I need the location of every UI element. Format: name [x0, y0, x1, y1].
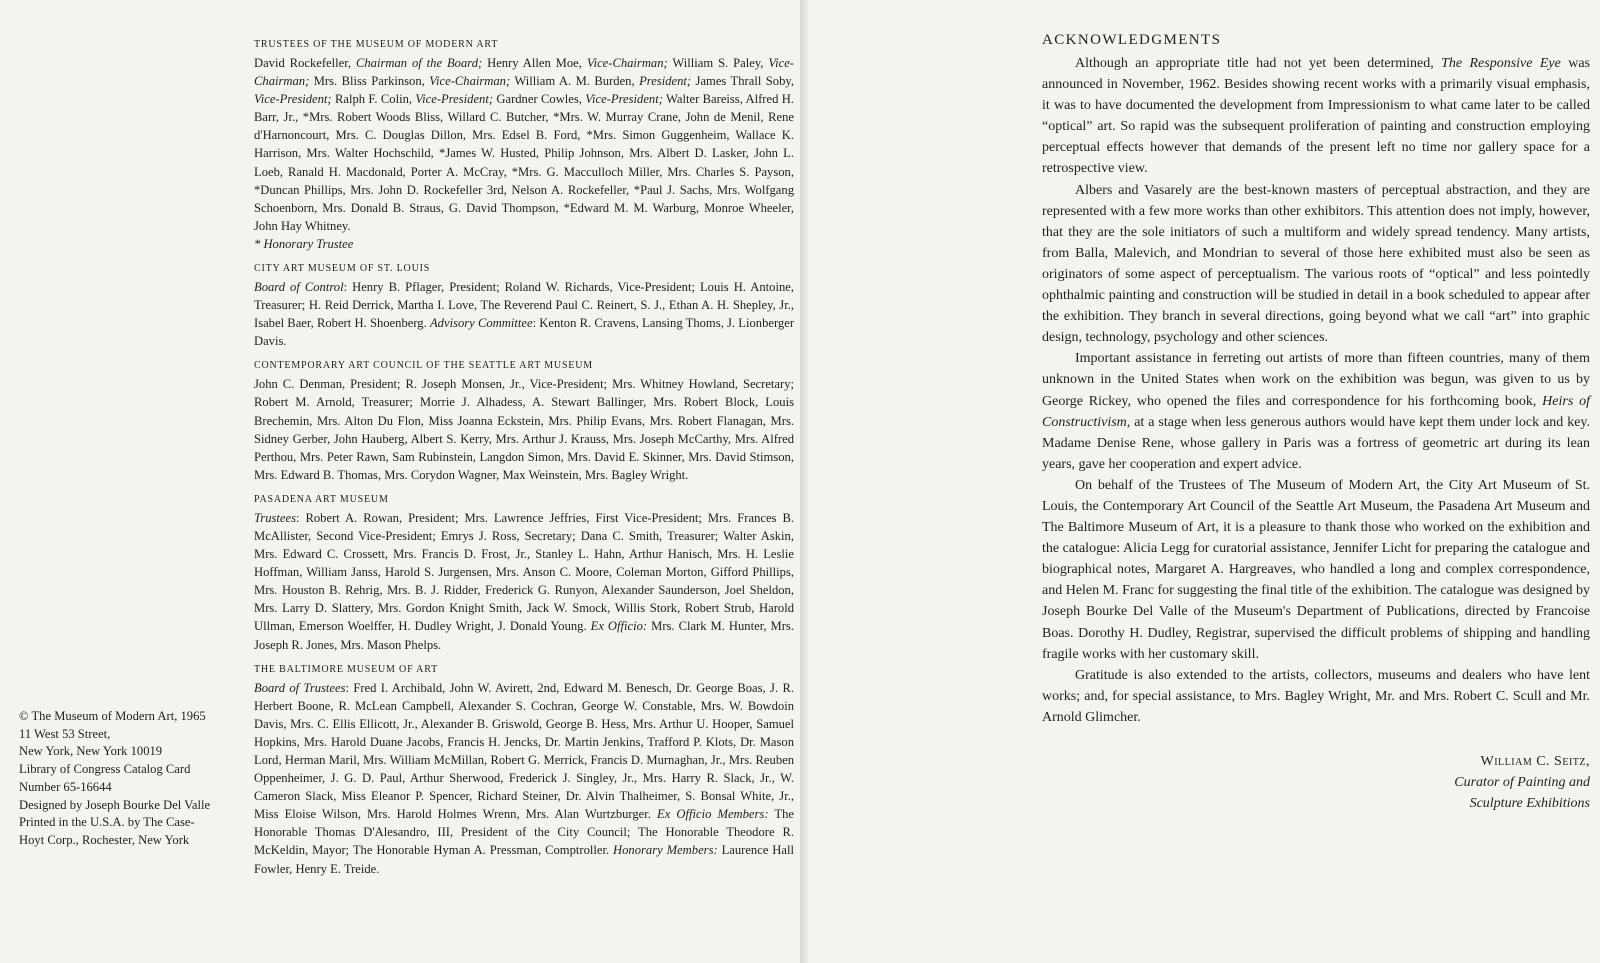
text-run: Important assistance in ferreting out artists of more than fifteen countries, many of them unknown in the United States when work on the exhibition was begun, was given to us by George Rickey, who opened the files and correspondence for his forthcoming book,: [1042, 351, 1590, 409]
italic-run: Vice-Chairman;: [586, 56, 668, 70]
text-run: William A. M. Burden,: [510, 74, 640, 89]
italic-run: Ex Officio:: [590, 619, 648, 634]
italic-run: Heirs of Constructivism,: [1042, 393, 1590, 430]
section-st-louis: [254, 262, 794, 350]
italic-run: President;: [639, 74, 692, 89]
signature-title-line: Sculpture Exhibitions: [1469, 796, 1590, 811]
page-title: ACKNOWLEDGMENTS: [1042, 32, 1222, 48]
colophon-line: © The Museum of Modern Art, 1965: [19, 709, 206, 723]
italic-run: Honorary Members:: [613, 843, 718, 858]
section-moma: [254, 38, 794, 253]
text-run: : Henry B. Pflager, President; Roland W. Richards, Vice-President; Louis H. Antoine, Treasurer; H. Reid Derrick, Martha I. Love, The Reverend Paul C. Reinert, S. J., Ethan A. H. Shepley, Jr., Isabel Baer, Robert H. Shoenberg.: [254, 279, 794, 331]
text-run: On behalf of the Trustees of The Museum of Modern Art, the City Art Museum of St. Louis, the Contemporary Art Council of the Seattle Art Museum, the Pasadena Art Museum and The Baltimore Museum of Art, it is a pleasure to thank those who worked on the exhibition and the catalogue: Alicia Legg for curatorial assistance, Jennifer Licht for preparing the catalogue and biographical notes, Margaret A. Hargreaves, who handled a long and complex correspondence, and Helen M. Franc for suggesting the final title of the exhibition. The catalogue was designed by Joseph Bourke Del Valle of the Museum's Department of Publications, directed by Francoise Boas. Dorothy H. Dudley, Registrar, supervised the difficult problems of shipping and handling fragile works with her customary skill.: [1042, 477, 1590, 662]
text-run: William S. Paley,: [667, 56, 769, 70]
text-run: Albers and Vasarely are the best-known masters of perceptual abstraction, and they are represented with a few more works than other exhibitors. This attention does not imply, however, that they are the sole initiators of such a multiform and widely spread tendency. Many artists, from Balla, Malevich, and Mondrian to several of those here exhibited must also be seen as originators of some aspect of perceptualism. The various roots of “optical” and less pointedly ophthalmic painting and construction will be studied in detail in a book scheduled to appear after the exhibition. They branch in several directions, going beyond what we call “art” into graphic design, technology, psychology and other sciences.: [1042, 182, 1590, 346]
section-pasadena: [254, 493, 794, 654]
italic-run: Ex Officio Members:: [657, 807, 769, 822]
section-body: [254, 375, 794, 484]
signature-name: William C. Seitz,: [1480, 754, 1590, 769]
colophon-line: Printed in the U.S.A. by The Case-: [19, 815, 195, 830]
text-run: : Kenton R. Cravens, Lansing Thoms, J. Lionberger Davis.: [254, 316, 795, 349]
italic-run: Vice-Chairman;: [254, 56, 794, 89]
section-title: TRUSTEES OF THE MUSEUM OF MODERN ART: [254, 39, 499, 50]
italic-run: Vice-Chairman;: [429, 74, 511, 89]
italic-run: Board of Trustees: [254, 680, 346, 695]
text-run: Laurence Hall Fowler, Henry E. Treide.: [254, 843, 794, 876]
honorary-trustee-note: * Honorary Trustee: [254, 236, 354, 251]
text-run: Gratitude is also extended to the artists, collectors, museums and dealers who have lent works; and, for special assistance, to Mrs. Bagley Wright, Mr. and Mrs. Robert C. Scull and Mr. Arnold Glimcher.: [1042, 667, 1590, 725]
section-title: PASADENA ART MUSEUM: [254, 493, 389, 505]
section-title: THE BALTIMORE MUSEUM OF ART: [254, 663, 438, 675]
text-run: Mrs. Bliss Parkinson,: [309, 74, 430, 89]
colophon-line: Hoyt Corp., Rochester, New York: [19, 832, 190, 847]
section-body: [254, 509, 794, 654]
italic-run: Vice-President;: [415, 92, 494, 107]
section-body: [254, 54, 794, 235]
ack-paragraph: [1042, 348, 1590, 475]
italic-run: Trustees: [254, 510, 296, 525]
text-run: David Rockefeller,: [254, 56, 356, 70]
ack-paragraph: [1042, 180, 1590, 349]
italic-run: Advisory Committee: [429, 316, 533, 331]
colophon-line: Designed by Joseph Bourke Del Valle: [19, 797, 211, 812]
text-run: : Robert A. Rowan, President; Mrs. Lawrence Jeffries, First Vice-President; Mrs. Frances B. McAllister, Second Vice-President; Emrys J. Ross, Secretary; Dana C. Smith, Treasurer; Walter Askin, Mrs. Edward C. Crossett, Mrs. Francis D. Frost, Jr., Stanley L. Hahn, Arthur Hanisch, Mrs. H. Leslie Hoffman, William Janss, Harold S. Jurgensen, Mrs. Anson C. Moore, Coleman Morton, Gifford Phillips, Mrs. Houston B. Rehrig, Mrs. B. J. Ridder, Frederick G. Runyon, Alexander Saunderson, Joel Sheldon, Mrs. Larry D. Slattery, Mrs. Gordon Knight Smith, Jack W. Smock, Willis Stork, Robert Strub, Harold Ullman, Emerson Woelffer, H. Dudley Wright, J. Donald Young.: [254, 510, 794, 634]
ack-paragraph: [1042, 665, 1590, 728]
text-run: was announced in November, 1962. Besides showing recent works with a primarily visual emphasis, it was to have documented the development from Impressionism to what came later to be called “optical” art. So rapid was the subsequent proliferation of painting and construction employing perceptual effects however that demands of the present left no time nor gallery space for a retrospective view.: [1042, 56, 1590, 177]
colophon-line: New York, New York 10019: [19, 744, 163, 759]
book-gutter: [800, 0, 808, 963]
text-run: Although an appropriate title had not yet been determined,: [1075, 56, 1442, 71]
section-seattle: [254, 359, 794, 484]
italic-run: The Responsive Eye: [1441, 56, 1561, 71]
text-run: Mrs. Clark M. Hunter, Mrs. Joseph R. Jones, Mrs. Mason Phelps.: [254, 619, 794, 652]
ack-paragraph: [1042, 53, 1590, 180]
ack-paragraph: [1042, 475, 1590, 665]
text-run: Ralph F. Colin,: [331, 92, 416, 107]
italic-run: Chairman of the Board;: [355, 56, 483, 70]
section-title: CITY ART MUSEUM OF ST. LOUIS: [254, 262, 431, 274]
text-run: at a stage when less generous authors would have kept them under lock and key. Madame Denise Rene, whose gallery in Paris was a fortress of geometric art during its lean years, gave her cooperation and expert advice.: [1042, 414, 1590, 472]
text-run: Gardner Cowles,: [493, 92, 586, 107]
colophon: [19, 708, 244, 850]
text-run: Henry Allen Moe,: [482, 56, 587, 70]
signature: [1042, 751, 1590, 814]
section-baltimore: [254, 663, 794, 878]
section-body: [254, 278, 794, 350]
text-run: John C. Denman, President; R. Joseph Monsen, Jr., Vice-President; Mrs. Whitney Howland, Secretary; Robert M. Arnold, Treasurer; Morrie J. Alhadess, A. Stewart Ballinger, Mrs. Robert Block, Louis Brechemin, Mrs. Alton Du Flon, Miss Joanna Eckstein, Mrs. Philip Evans, Mrs. Robert Flanagan, Mrs. Sidney Gerber, John Hauberg, Albert S. Kerry, Mrs. Arthur J. Krauss, Mrs. Joseph McCarthy, Mrs. Alfred Perthou, Mrs. Peter Rawn, Sam Rubinstein, Langdon Simon, Mrs. David E. Skinner, Mrs. David Stimson, Mrs. Edward B. Thomas, Mrs. Corydon Wagner, Max Weinstein, Mrs. Bagley Wright.: [254, 377, 794, 482]
text-run: The Honorable Thomas D'Alesandro, III, President of the City Council; The Honorable Theodore R. McKeldin, Mayor; The Honorable Hyman A. Pressman, Comptroller.: [254, 807, 794, 858]
text-run: : Fred I. Archibald, John W. Avirett, 2nd, Edward M. Benesch, Dr. George Boas, J. R. Herbert Boone, R. McLean Campbell, Alexander S. Cochran, George W. Constable, Mrs. W. Bowdoin Davis, Mrs. C. Ellis Ellicott, Jr., Alexander B. Griswold, George B. Hess, Mrs. Arthur U. Hooper, Samuel Hopkins, Mrs. Harold Duane Jacobs, Francis H. Jencks, Dr. Martin Jenkins, Trafford P. Klots, Dr. Mason Lord, Herman Maril, Mrs. William McMillan, Robert G. Merrick, Francis D. Murnaghan, Jr., Mrs. Reuben Oppenheimer, J. G. D. Paul, Arthur Sherwood, Frederick J. Singley, Jr., Mrs. Harry R. Slack, Jr., W. Cameron Slack, Miss Eleanor P. Spencer, Richard Steiner, Dr. Alvin Thalheimer, S. Bonsal White, Jr., Miss Eloise Wilson, Mrs. Harold Holmes Wrenn, Mrs. Alan Wurtzburger.: [254, 680, 794, 822]
text-run: Walter Bareiss, Alfred H. Barr, Jr., *Mrs. Robert Woods Bliss, Willard C. Butcher, *Mrs. W. Murray Crane, John de Menil, Rene d'Harnoncourt, Mrs. C. Douglas Dillon, Mrs. Edsel B. Ford, *Mrs. Simon Guggenheim, Wallace K. Harrison, Mrs. Walter Hochschild, *James W. Husted, Philip Johnson, Mrs. Albert D. Lasker, John L. Loeb, Ranald H. Macdonald, Porter A. McCray, *Mrs. G. Macculloch Miller, Mrs. Charles S. Payson, *Duncan Phillips, Mrs. John D. Rockefeller 3rd, Nelson A. Rockefeller, *Paul J. Sachs, Mrs. Wolfgang Schoenborn, Mrs. Donald B. Straus, G. David Thompson, *Edward M. M. Warburg, Monroe Wheeler, John Hay Whitney.: [254, 92, 794, 233]
italic-run: Vice-President;: [254, 92, 332, 107]
colophon-line: Number 65-16644: [19, 779, 112, 794]
section-title: CONTEMPORARY ART COUNCIL OF THE SEATTLE ART MUSEUM: [254, 360, 593, 372]
colophon-line: 11 West 53 Street,: [19, 726, 111, 741]
right-page: [808, 0, 1600, 963]
colophon-line: Library of Congress Catalog Card: [19, 762, 191, 777]
trustees-column: [254, 38, 794, 887]
italic-run: Board of Control: [254, 279, 344, 294]
signature-title-line: Curator of Painting and: [1454, 775, 1590, 790]
text-run: James Thrall Soby,: [691, 74, 794, 89]
acknowledgments: [1042, 30, 1590, 814]
section-body: [254, 679, 794, 878]
italic-run: Vice-President;: [585, 92, 663, 107]
